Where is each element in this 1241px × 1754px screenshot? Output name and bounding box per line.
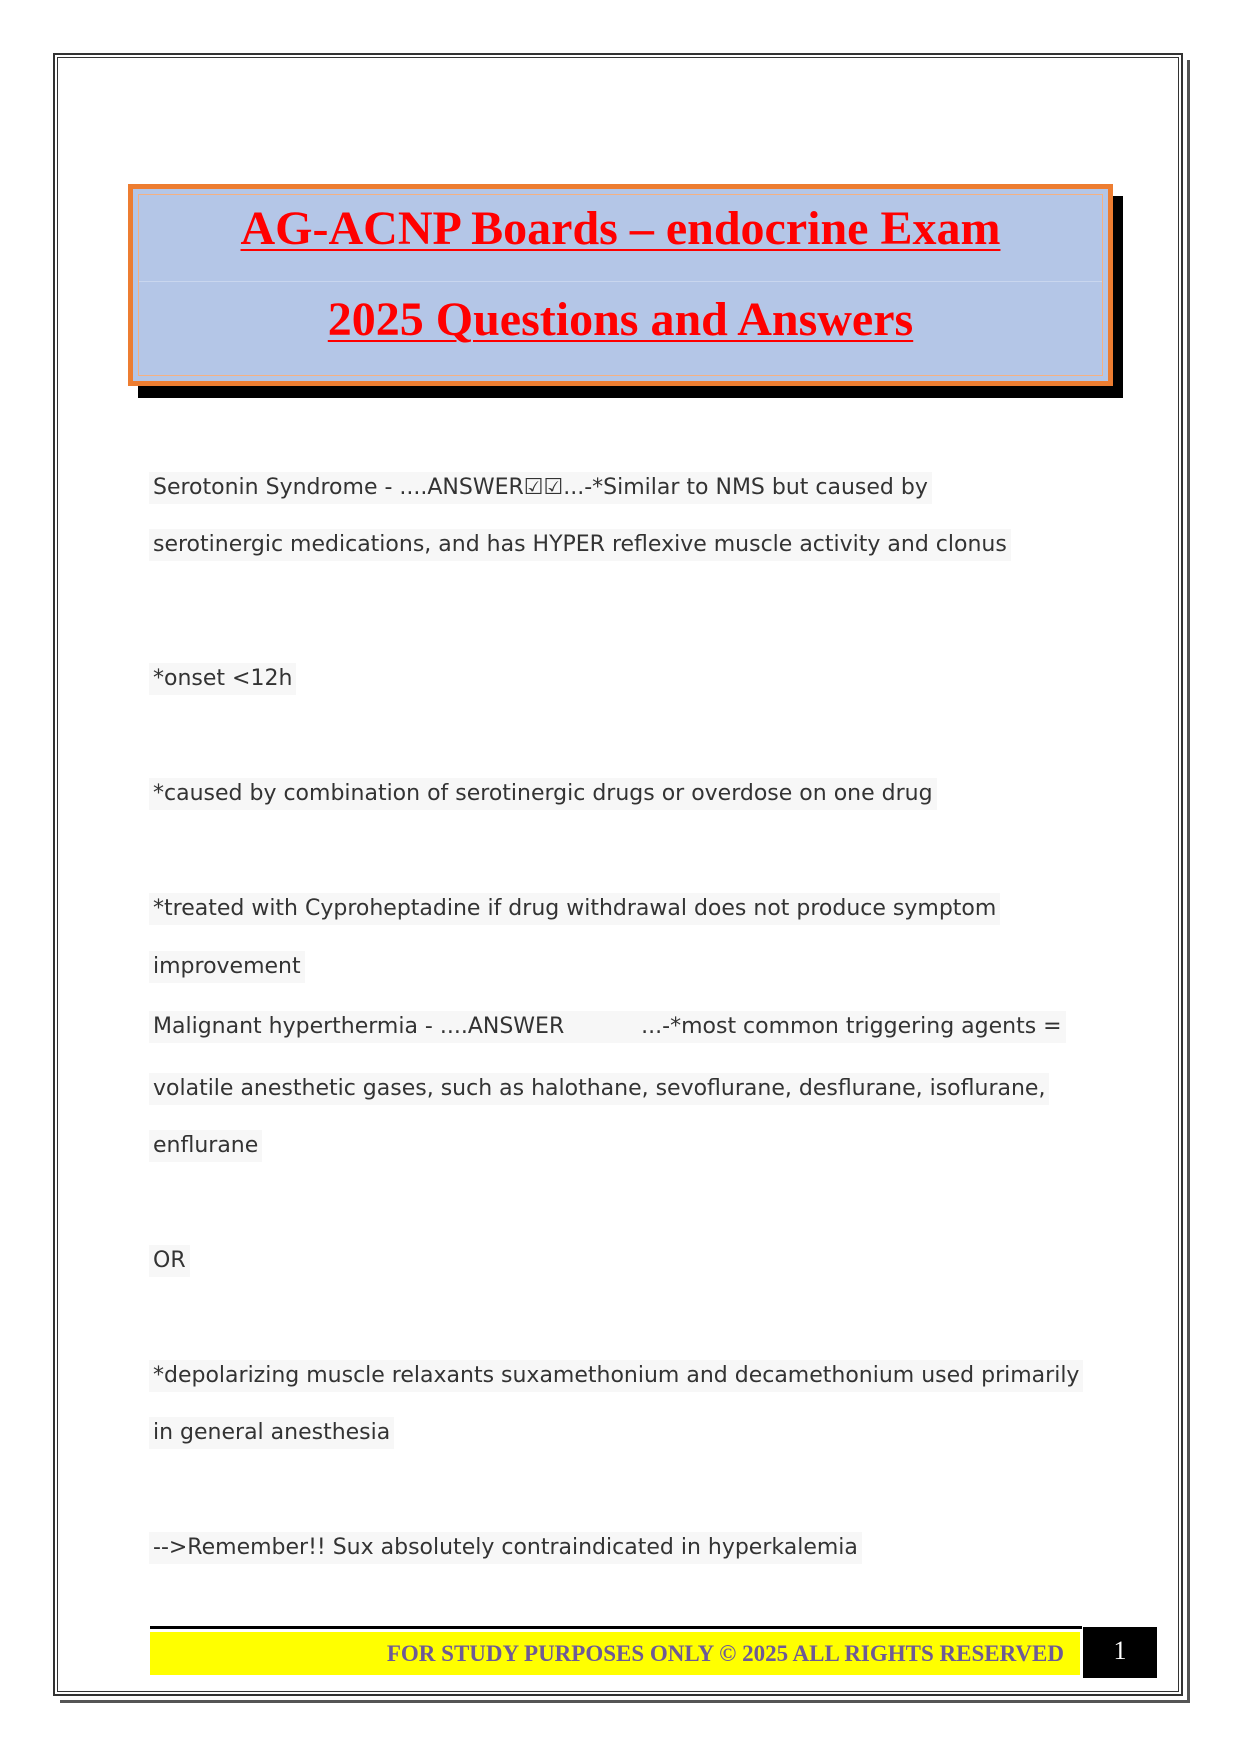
footer-text: FOR STUDY PURPOSES ONLY © 2025 ALL RIGHTS RESERVED <box>386 1641 1064 1666</box>
body-line: serotinergic medications, and has HYPER reflexive muscle activity and clonus <box>149 529 1011 561</box>
body-line: -->Remember!! Sux absolutely contraindicated in hyperkalemia <box>149 1532 862 1564</box>
body-line: *treated with Cyproheptadine if drug withdrawal does not produce symptom <box>149 893 1000 925</box>
body-line: improvement <box>149 951 305 983</box>
body-line: *depolarizing muscle relaxants suxamethonium and decamethonium used primarily <box>149 1360 1083 1392</box>
body-line: in general anesthesia <box>149 1417 394 1449</box>
body-line: enflurane <box>149 1130 262 1162</box>
document-title-line-2: 2025 Questions and Answers <box>327 293 914 346</box>
body-line: volatile anesthetic gases, such as halothane, sevoflurane, desflurane, isoflurane, <box>149 1073 1049 1105</box>
footer-band <box>150 1632 1080 1675</box>
body-line: *caused by combination of serotinergic drugs or overdose on one drug <box>149 778 937 810</box>
body-line: *onset <12h <box>149 663 296 695</box>
body-line: Malignant hyperthermia - ....ANSWER ...-*most common triggering agents = <box>149 1011 1066 1043</box>
title-box <box>128 184 1113 386</box>
footer-rule <box>150 1626 1082 1629</box>
body-line: OR <box>149 1245 190 1277</box>
title-divider <box>139 281 1102 282</box>
body-line: Serotonin Syndrome - ....ANSWER☑☑...-*Similar to NMS but caused by <box>149 472 932 504</box>
page-number: 1 <box>1083 1627 1157 1678</box>
document-title-line-1: AG-ACNP Boards – endocrine Exam <box>240 202 1001 255</box>
